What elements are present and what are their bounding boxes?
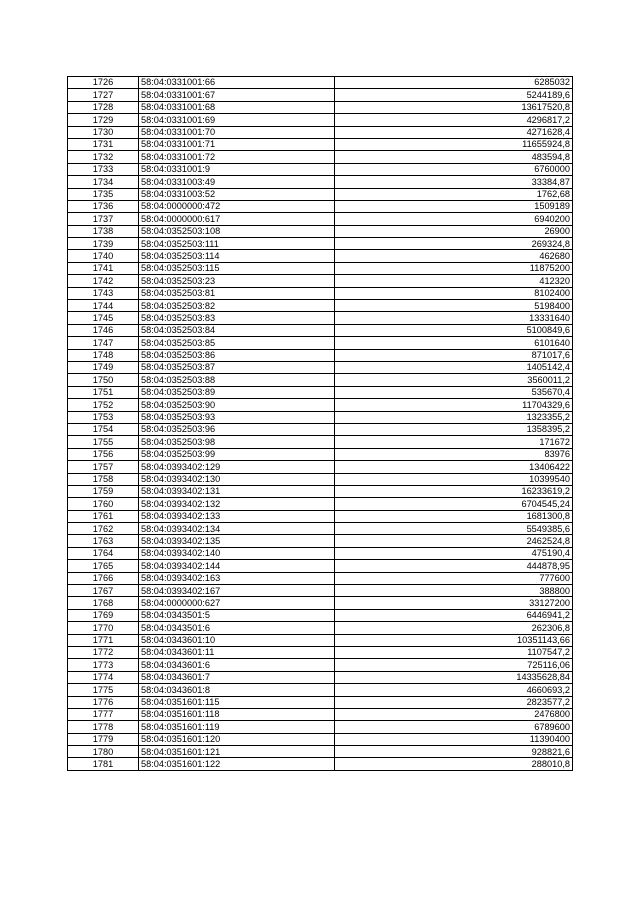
cadastral-number-cell: 58:04:0352503:84 [139,324,335,336]
row-number-cell: 1768 [68,597,139,609]
row-number-cell: 1777 [68,708,139,720]
cadastral-value-cell: 1107547,2 [335,646,573,658]
row-number-cell: 1745 [68,312,139,324]
cadastral-number-cell: 58:04:0343601:6 [139,659,335,671]
table-row [68,138,573,150]
cadastral-value-cell: 14335628,84 [335,671,573,683]
row-number-cell: 1776 [68,696,139,708]
row-number-cell: 1747 [68,337,139,349]
row-number-cell: 1773 [68,659,139,671]
table-row [68,250,573,262]
row-number-cell: 1740 [68,250,139,262]
cadastral-number-cell: 58:04:0343601:7 [139,671,335,683]
row-number-cell: 1728 [68,101,139,113]
row-number-cell: 1741 [68,262,139,274]
table-row [68,609,573,621]
table-row [68,386,573,398]
cadastral-number-cell: 58:04:0331001:67 [139,89,335,101]
cadastral-number-cell: 58:04:0331001:71 [139,138,335,150]
row-number-cell: 1746 [68,324,139,336]
row-number-cell: 1758 [68,473,139,485]
cadastral-value-cell: 3560011,2 [335,374,573,386]
table-row [68,634,573,646]
cadastral-value-cell: 5100849,6 [335,324,573,336]
cadastral-value-cell: 6285032 [335,77,573,89]
cadastral-value-cell: 462680 [335,250,573,262]
table-row [68,535,573,547]
row-number-cell: 1760 [68,498,139,510]
table-row [68,101,573,113]
cadastral-value-cell: 1681300,8 [335,510,573,522]
row-number-cell: 1743 [68,287,139,299]
row-number-cell: 1775 [68,684,139,696]
table-row [68,758,573,770]
cadastral-value-cell: 262306,8 [335,622,573,634]
row-number-cell: 1781 [68,758,139,770]
row-number-cell: 1774 [68,671,139,683]
table-row [68,77,573,89]
row-number-cell: 1726 [68,77,139,89]
cadastral-number-cell: 58:04:0352503:86 [139,349,335,361]
cadastral-value-cell: 1405142,4 [335,361,573,373]
row-number-cell: 1754 [68,423,139,435]
table-row [68,436,573,448]
cadastral-value-cell: 6101640 [335,337,573,349]
row-number-cell: 1767 [68,585,139,597]
row-number-cell: 1742 [68,275,139,287]
row-number-cell: 1744 [68,300,139,312]
row-number-cell: 1756 [68,448,139,460]
cadastral-value-cell: 6760000 [335,163,573,175]
row-number-cell: 1755 [68,436,139,448]
table-row [68,238,573,250]
row-number-cell: 1733 [68,163,139,175]
table-row [68,684,573,696]
cadastral-number-cell: 58:04:0000000:472 [139,200,335,212]
table-row [68,423,573,435]
cadastral-value-cell: 83976 [335,448,573,460]
cadastral-number-cell: 58:04:0393402:129 [139,461,335,473]
cadastral-value-cell: 2823577,2 [335,696,573,708]
table-row [68,114,573,126]
row-number-cell: 1761 [68,510,139,522]
table-row [68,188,573,200]
cadastral-value-cell: 288010,8 [335,758,573,770]
cadastral-value-cell: 10399540 [335,473,573,485]
table-row [68,411,573,423]
row-number-cell: 1763 [68,535,139,547]
cadastral-value-cell: 26900 [335,225,573,237]
row-number-cell: 1737 [68,213,139,225]
cadastral-number-cell: 58:04:0352503:114 [139,250,335,262]
cadastral-number-cell: 58:04:0393402:140 [139,547,335,559]
cadastral-value-cell: 871017,6 [335,349,573,361]
table-row [68,721,573,733]
row-number-cell: 1736 [68,200,139,212]
table-row [68,473,573,485]
cadastral-number-cell: 58:04:0352503:23 [139,275,335,287]
table-row [68,300,573,312]
cadastral-number-cell: 58:04:0352503:108 [139,225,335,237]
table-body [68,77,573,771]
cadastral-value-cell: 535670,4 [335,386,573,398]
cadastral-number-cell: 58:04:0331003:49 [139,176,335,188]
cadastral-number-cell: 58:04:0393402:131 [139,485,335,497]
cadastral-value-cell: 13617520,8 [335,101,573,113]
table-row [68,560,573,572]
cadastral-number-cell: 58:04:0331001:69 [139,114,335,126]
table-row [68,708,573,720]
cadastral-number-cell: 58:04:0352503:82 [139,300,335,312]
cadastral-number-cell: 58:04:0343601:10 [139,634,335,646]
table-row [68,126,573,138]
table-row [68,671,573,683]
cadastral-value-cell: 269324,8 [335,238,573,250]
cadastral-number-cell: 58:04:0352503:93 [139,411,335,423]
cadastral-value-cell: 8102400 [335,287,573,299]
cadastral-number-cell: 58:04:0331001:68 [139,101,335,113]
cadastral-value-cell: 5549385,6 [335,523,573,535]
cadastral-number-cell: 58:04:0393402:144 [139,560,335,572]
cadastral-number-cell: 58:04:0331003:52 [139,188,335,200]
cadastral-value-cell: 928821,6 [335,746,573,758]
row-number-cell: 1780 [68,746,139,758]
row-number-cell: 1730 [68,126,139,138]
row-number-cell: 1770 [68,622,139,634]
cadastral-number-cell: 58:04:0393402:167 [139,585,335,597]
cadastral-number-cell: 58:04:0352503:81 [139,287,335,299]
cadastral-value-cell: 11875200 [335,262,573,274]
cadastral-value-cell: 33127200 [335,597,573,609]
table-row [68,324,573,336]
cadastral-value-cell: 171672 [335,436,573,448]
row-number-cell: 1731 [68,138,139,150]
row-number-cell: 1769 [68,609,139,621]
cadastral-value-cell: 725116,06 [335,659,573,671]
cadastral-value-cell: 6704545,24 [335,498,573,510]
table-row [68,151,573,163]
table-row [68,746,573,758]
row-number-cell: 1729 [68,114,139,126]
row-number-cell: 1738 [68,225,139,237]
cadastral-number-cell: 58:04:0393402:135 [139,535,335,547]
row-number-cell: 1750 [68,374,139,386]
cadastral-value-cell: 11655924,8 [335,138,573,150]
cadastral-value-cell: 1323355,2 [335,411,573,423]
table-row [68,696,573,708]
row-number-cell: 1734 [68,176,139,188]
cadastral-value-cell: 10351143,66 [335,634,573,646]
table-row [68,361,573,373]
table-row [68,448,573,460]
cadastral-number-cell: 58:04:0343601:11 [139,646,335,658]
cadastral-value-cell: 6789600 [335,721,573,733]
table-row [68,498,573,510]
table-row [68,89,573,101]
table-row [68,659,573,671]
row-number-cell: 1765 [68,560,139,572]
cadastral-number-cell: 58:04:0393402:163 [139,572,335,584]
table-row [68,485,573,497]
cadastral-value-cell: 1358395,2 [335,423,573,435]
cadastral-number-cell: 58:04:0352503:111 [139,238,335,250]
cadastral-number-cell: 58:04:0343501:5 [139,609,335,621]
cadastral-value-cell: 11390400 [335,733,573,745]
row-number-cell: 1759 [68,485,139,497]
table-row [68,312,573,324]
cadastral-number-cell: 58:04:0351601:118 [139,708,335,720]
table-row [68,275,573,287]
row-number-cell: 1772 [68,646,139,658]
cadastral-number-cell: 58:04:0352503:98 [139,436,335,448]
cadastral-value-cell: 1762,68 [335,188,573,200]
cadastral-value-cell: 5244189,6 [335,89,573,101]
row-number-cell: 1739 [68,238,139,250]
cadastral-number-cell: 58:04:0331001:72 [139,151,335,163]
table-row [68,349,573,361]
cadastral-value-cell: 2462524,8 [335,535,573,547]
table-row [68,733,573,745]
cadastral-value-table [67,76,573,771]
row-number-cell: 1778 [68,721,139,733]
cadastral-number-cell: 58:04:0393402:130 [139,473,335,485]
table-row [68,213,573,225]
cadastral-value-cell: 33384,87 [335,176,573,188]
cadastral-number-cell: 58:04:0331001:70 [139,126,335,138]
cadastral-value-cell: 5198400 [335,300,573,312]
cadastral-value-cell: 1509189 [335,200,573,212]
table-row [68,262,573,274]
cadastral-number-cell: 58:04:0351601:122 [139,758,335,770]
cadastral-value-cell: 483594,8 [335,151,573,163]
cadastral-number-cell: 58:04:0352503:87 [139,361,335,373]
row-number-cell: 1771 [68,634,139,646]
cadastral-number-cell: 58:04:0352503:115 [139,262,335,274]
table-row [68,163,573,175]
cadastral-value-cell: 6940200 [335,213,573,225]
cadastral-number-cell: 58:04:0331001:9 [139,163,335,175]
row-number-cell: 1751 [68,386,139,398]
row-number-cell: 1748 [68,349,139,361]
cadastral-number-cell: 58:04:0352503:96 [139,423,335,435]
cadastral-number-cell: 58:04:0393402:134 [139,523,335,535]
cadastral-number-cell: 58:04:0351601:115 [139,696,335,708]
cadastral-number-cell: 58:04:0351601:119 [139,721,335,733]
table-row [68,374,573,386]
cadastral-value-cell: 444878,95 [335,560,573,572]
cadastral-value-cell: 6446941,2 [335,609,573,621]
row-number-cell: 1757 [68,461,139,473]
table-row [68,287,573,299]
table-row [68,200,573,212]
row-number-cell: 1766 [68,572,139,584]
cadastral-value-cell: 4296817,2 [335,114,573,126]
cadastral-value-cell: 13406422 [335,461,573,473]
row-number-cell: 1727 [68,89,139,101]
cadastral-value-cell: 11704329,6 [335,399,573,411]
cadastral-value-cell: 2476800 [335,708,573,720]
table-row [68,337,573,349]
cadastral-number-cell: 58:04:0352503:99 [139,448,335,460]
cadastral-value-cell: 4660693,2 [335,684,573,696]
cadastral-number-cell: 58:04:0352503:83 [139,312,335,324]
row-number-cell: 1752 [68,399,139,411]
cadastral-number-cell: 58:04:0000000:617 [139,213,335,225]
cadastral-number-cell: 58:04:0343601:8 [139,684,335,696]
cadastral-number-cell: 58:04:0351601:120 [139,733,335,745]
table-row [68,646,573,658]
cadastral-value-cell: 16233619,2 [335,485,573,497]
cadastral-number-cell: 58:04:0393402:133 [139,510,335,522]
row-number-cell: 1749 [68,361,139,373]
row-number-cell: 1735 [68,188,139,200]
cadastral-value-cell: 412320 [335,275,573,287]
table-row [68,547,573,559]
cadastral-value-cell: 4271628,4 [335,126,573,138]
row-number-cell: 1753 [68,411,139,423]
cadastral-number-cell: 58:04:0352503:88 [139,374,335,386]
table-row [68,225,573,237]
cadastral-number-cell: 58:04:0343501:6 [139,622,335,634]
row-number-cell: 1732 [68,151,139,163]
table-row [68,622,573,634]
row-number-cell: 1764 [68,547,139,559]
cadastral-value-cell: 13331640 [335,312,573,324]
cadastral-number-cell: 58:04:0331001:66 [139,77,335,89]
cadastral-number-cell: 58:04:0352503:85 [139,337,335,349]
cadastral-value-cell: 777600 [335,572,573,584]
cadastral-value-cell: 475190,4 [335,547,573,559]
table-row [68,585,573,597]
row-number-cell: 1762 [68,523,139,535]
cadastral-number-cell: 58:04:0352503:90 [139,399,335,411]
table-row [68,523,573,535]
table-row [68,597,573,609]
cadastral-value-cell: 388800 [335,585,573,597]
table-row [68,461,573,473]
table-row [68,572,573,584]
table-row [68,399,573,411]
cadastral-number-cell: 58:04:0000000:627 [139,597,335,609]
cadastral-number-cell: 58:04:0351601:121 [139,746,335,758]
cadastral-number-cell: 58:04:0352503:89 [139,386,335,398]
table-row [68,176,573,188]
cadastral-number-cell: 58:04:0393402:132 [139,498,335,510]
row-number-cell: 1779 [68,733,139,745]
table-row [68,510,573,522]
